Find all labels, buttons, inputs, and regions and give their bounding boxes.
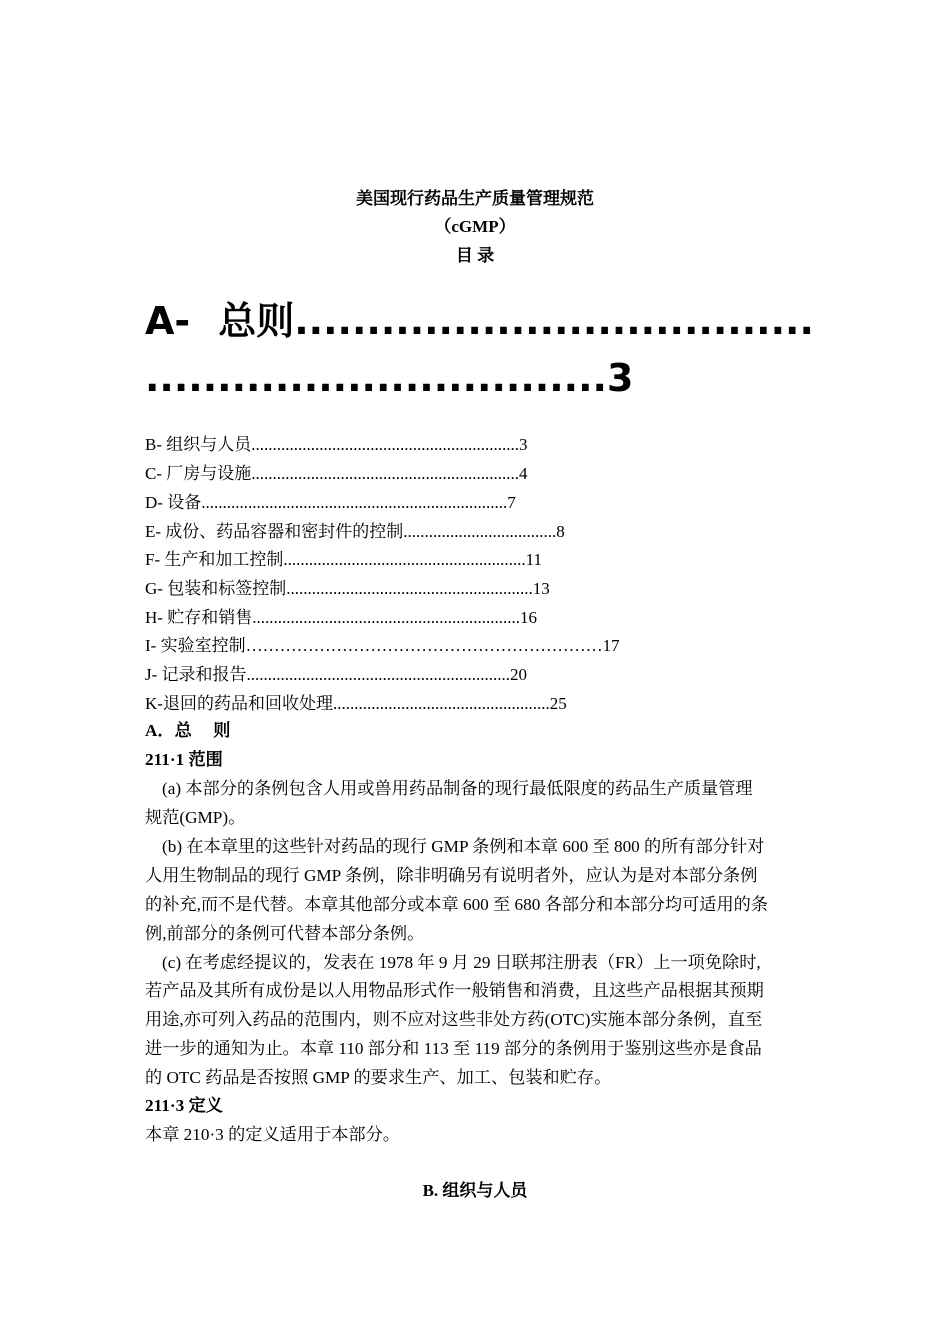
document-title: 美国现行药品生产质量管理规范 — [356, 189, 594, 208]
paragraph-c-line: (c) 在考虑经提议的，发表在 1978 年 9 月 29 日联邦注册表（FR）上一项免除时, — [162, 953, 761, 972]
toc-entry-a-continued[interactable] — [145, 356, 825, 400]
paragraph-c-line: 用途,亦可列入药品的范围内，则不应对这些非处方药(OTC)实施本部分条例，直至 — [145, 1010, 763, 1029]
toc-entry-e[interactable]: E- 成份、药品容器和密封件的控制....................................8 — [145, 522, 565, 541]
toc-entry-i[interactable]: I- 实验室控制………………………………………………………17 — [145, 636, 620, 655]
toc-entry-a-page: 3 — [606, 356, 634, 400]
paragraph-c-line: 进一步的通知为止。本章 110 部分和 113 至 119 部分的条例用于鉴别这些亦是食品 — [145, 1039, 762, 1058]
section-b-heading: B. 组织与人员 — [422, 1181, 528, 1200]
section-211-3-heading: 211·3 定义 — [145, 1096, 223, 1115]
toc-entry-a-dots: .................................... — [294, 299, 814, 343]
toc-entry-k[interactable]: K-退回的药品和回收处理...................................................25 — [145, 694, 567, 713]
toc-entry-a-label: A- — [145, 299, 191, 343]
toc-entry-a-dots-2: ................................ — [145, 356, 607, 400]
paragraph-c-line: 若产品及其所有成份是以人用物品形式作一般销售和消费，且这些产品根据其预期 — [145, 981, 764, 1000]
paragraph-a-line: 规范(GMP)。 — [145, 808, 246, 827]
paragraph-b-line: 例,前部分的条例可代替本部分条例。 — [145, 924, 425, 943]
section-211-3-text: 本章 210·3 的定义适用于本部分。 — [145, 1125, 400, 1144]
toc-heading: 目 录 — [455, 246, 495, 265]
paragraph-a-line: (a) 本部分的条例包含人用或兽用药品制备的现行最低限度的药品生产质量管理 — [162, 779, 753, 798]
toc-entry-j[interactable]: J- 记录和报告..............................................................20 — [145, 665, 528, 684]
toc-entry-d[interactable]: D- 设备........................................................................7 — [145, 493, 516, 512]
toc-entry-a-name: 总则 — [218, 299, 295, 343]
paragraph-b-line: 人用生物制品的现行 GMP 条例，除非明确另有说明者外，应认为是对本部分条例 — [145, 866, 758, 885]
toc-entry-a[interactable] — [145, 299, 825, 343]
toc-entry-f[interactable]: F- 生产和加工控制.........................................................11 — [145, 550, 542, 569]
toc-entry-h[interactable]: H- 贮存和销售...............................................................16 — [145, 608, 537, 627]
section-211-1-heading: 211·1 范围 — [145, 750, 223, 769]
document-subtitle: （cGMP） — [434, 217, 516, 236]
paragraph-b-line: 的补充,而不是代替。本章其他部分或本章 600 至 680 各部分和本部分均可适用的条 — [145, 895, 769, 914]
toc-entry-b[interactable]: B- 组织与人员...............................................................3 — [145, 435, 528, 454]
paragraph-b-line: (b) 在本章里的这些针对药品的现行 GMP 条例和本章 600 至 800 的所有部分针对 — [162, 837, 765, 856]
section-a-heading: A．总 则 — [145, 721, 231, 740]
toc-entry-c[interactable]: C- 厂房与设施...............................................................4 — [145, 464, 528, 483]
paragraph-c-line: 的 OTC 药品是否按照 GMP 的要求生产、加工、包装和贮存。 — [145, 1068, 612, 1087]
toc-entry-g[interactable]: G- 包装和标签控制..........................................................13 — [145, 579, 550, 598]
